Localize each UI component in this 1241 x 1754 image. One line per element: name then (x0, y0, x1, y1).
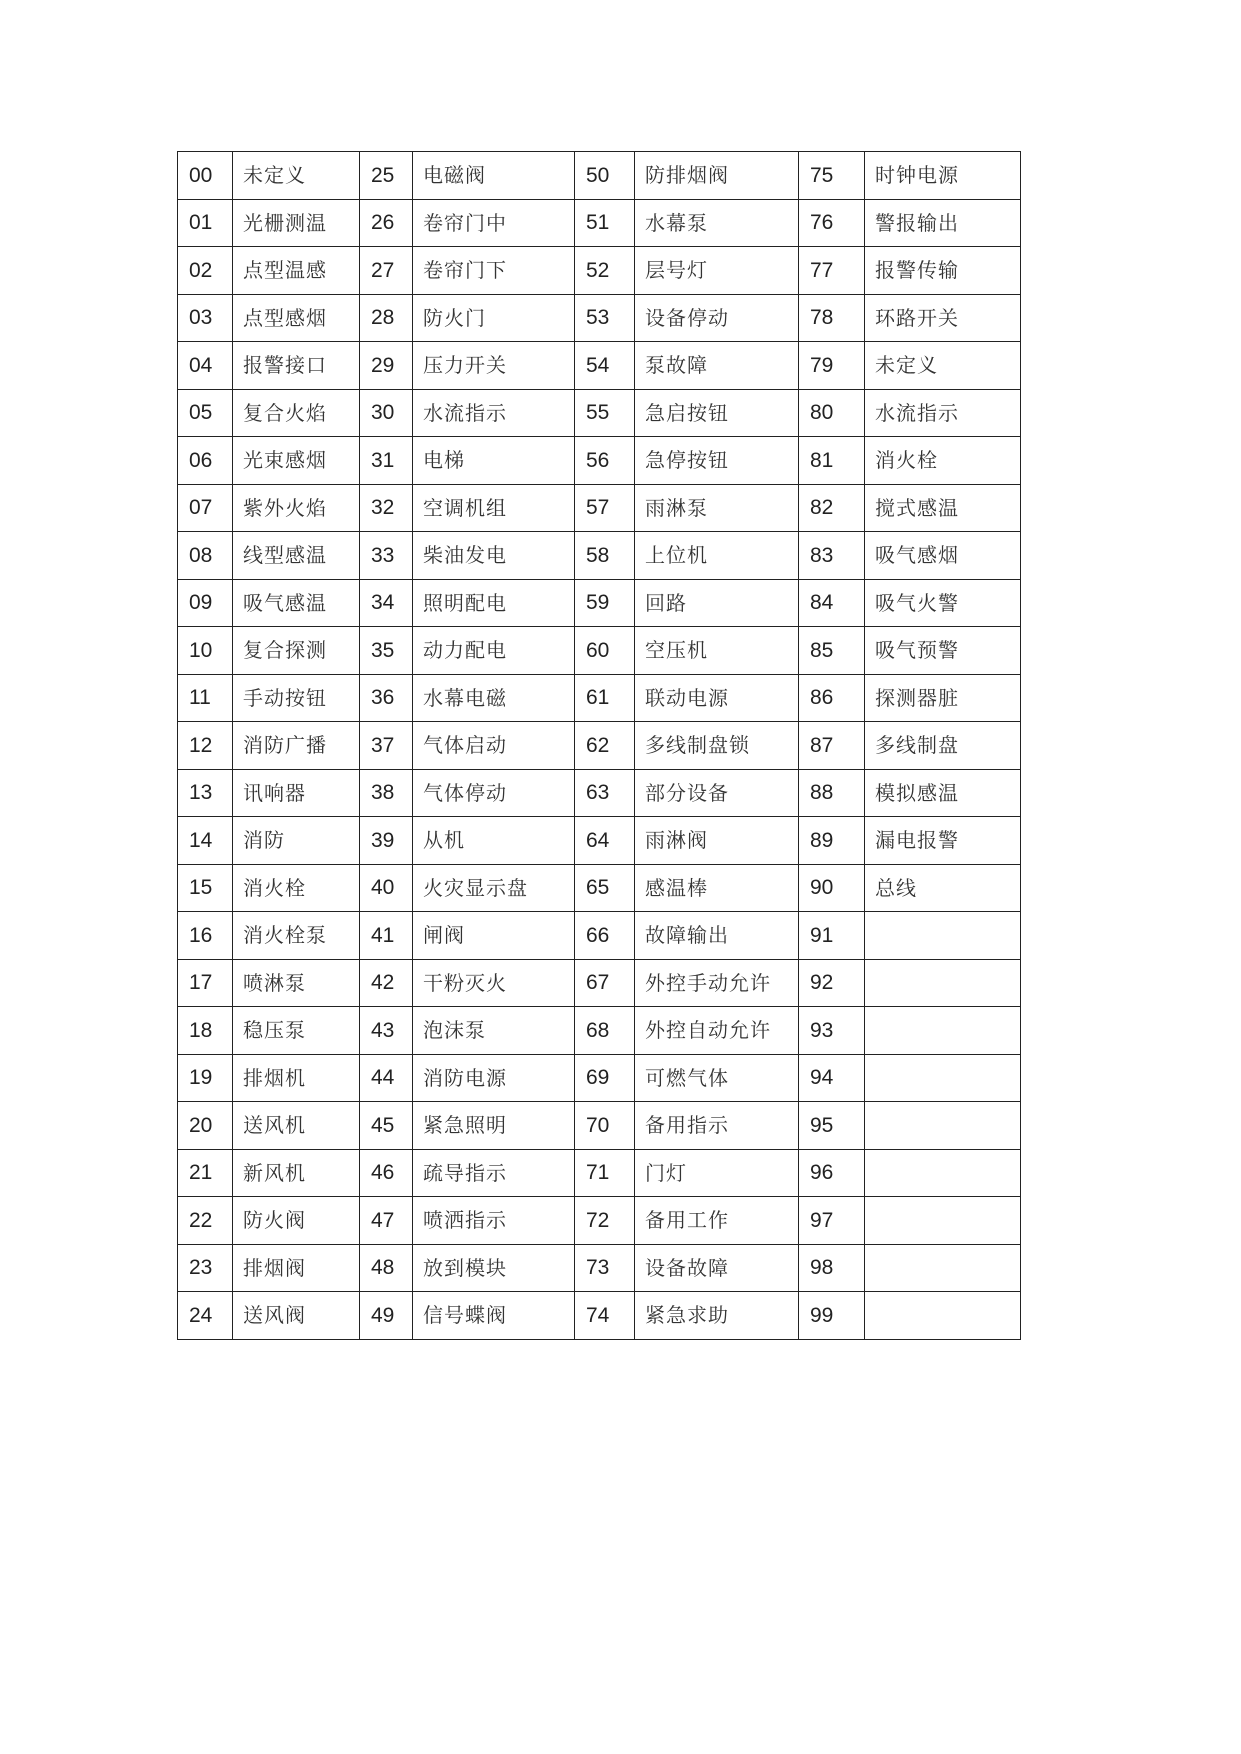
device-name-cell: 门灯 (635, 1149, 799, 1197)
table-row (178, 627, 1021, 675)
device-name-cell: 干粉灭火 (413, 959, 575, 1007)
device-code-cell: 07 (178, 484, 233, 532)
device-name-cell: 疏导指示 (413, 1149, 575, 1197)
device-name-cell: 消防 (233, 817, 360, 865)
device-name-cell: 空压机 (635, 627, 799, 675)
device-code-cell: 13 (178, 769, 233, 817)
device-name-cell: 防排烟阀 (635, 152, 799, 200)
device-name-cell: 光束感烟 (233, 437, 360, 485)
device-code-cell: 89 (799, 817, 865, 865)
device-name-cell: 排烟阀 (233, 1244, 360, 1292)
device-name-cell: 部分设备 (635, 769, 799, 817)
device-name-cell: 雨淋泵 (635, 484, 799, 532)
device-name-cell: 压力开关 (413, 342, 575, 390)
device-code-cell: 04 (178, 342, 233, 390)
device-code-cell: 71 (575, 1149, 635, 1197)
device-code-cell: 30 (360, 389, 413, 437)
table-row (178, 1197, 1021, 1245)
device-name-cell: 吸气预警 (865, 627, 1021, 675)
device-name-cell: 排烟机 (233, 1054, 360, 1102)
device-name-cell: 雨淋阀 (635, 817, 799, 865)
device-name-cell: 从机 (413, 817, 575, 865)
device-name-cell (865, 1102, 1021, 1150)
device-name-cell: 未定义 (233, 152, 360, 200)
device-code-cell: 47 (360, 1197, 413, 1245)
table-row (178, 484, 1021, 532)
device-code-cell: 33 (360, 532, 413, 580)
device-name-cell: 消火栓 (233, 864, 360, 912)
device-name-cell: 防火阀 (233, 1197, 360, 1245)
device-code-cell: 35 (360, 627, 413, 675)
table-row (178, 579, 1021, 627)
table-row (178, 1007, 1021, 1055)
device-code-cell: 99 (799, 1292, 865, 1340)
device-code-cell: 36 (360, 674, 413, 722)
device-name-cell (865, 1054, 1021, 1102)
device-code-cell: 60 (575, 627, 635, 675)
table-row (178, 1102, 1021, 1150)
device-code-cell: 37 (360, 722, 413, 770)
device-name-cell: 喷淋泵 (233, 959, 360, 1007)
device-name-cell: 上位机 (635, 532, 799, 580)
device-name-cell: 吸气感烟 (865, 532, 1021, 580)
device-name-cell: 泵故障 (635, 342, 799, 390)
device-code-cell: 14 (178, 817, 233, 865)
table-row (178, 959, 1021, 1007)
device-code-cell: 45 (360, 1102, 413, 1150)
device-name-cell: 放到模块 (413, 1244, 575, 1292)
table-row (178, 1292, 1021, 1340)
device-code-cell: 95 (799, 1102, 865, 1150)
device-name-cell: 电梯 (413, 437, 575, 485)
device-code-cell: 88 (799, 769, 865, 817)
device-name-cell: 报警传输 (865, 247, 1021, 295)
device-name-cell: 多线制盘锁 (635, 722, 799, 770)
device-name-cell: 火灾显示盘 (413, 864, 575, 912)
device-name-cell: 备用指示 (635, 1102, 799, 1150)
device-name-cell: 闸阀 (413, 912, 575, 960)
device-name-cell: 未定义 (865, 342, 1021, 390)
device-name-cell: 警报输出 (865, 199, 1021, 247)
device-name-cell: 新风机 (233, 1149, 360, 1197)
device-code-cell: 10 (178, 627, 233, 675)
device-code-cell: 68 (575, 1007, 635, 1055)
device-name-cell: 总线 (865, 864, 1021, 912)
device-name-cell (865, 912, 1021, 960)
device-name-cell: 泡沫泵 (413, 1007, 575, 1055)
device-code-cell: 42 (360, 959, 413, 1007)
device-name-cell: 水幕电磁 (413, 674, 575, 722)
device-code-cell: 24 (178, 1292, 233, 1340)
device-code-cell: 50 (575, 152, 635, 200)
device-code-cell: 05 (178, 389, 233, 437)
device-name-cell: 气体启动 (413, 722, 575, 770)
device-name-cell (865, 1292, 1021, 1340)
device-code-cell: 86 (799, 674, 865, 722)
device-name-cell: 紫外火焰 (233, 484, 360, 532)
device-name-cell: 回路 (635, 579, 799, 627)
table-row (178, 864, 1021, 912)
device-code-cell: 82 (799, 484, 865, 532)
device-code-cell: 93 (799, 1007, 865, 1055)
device-code-cell: 31 (360, 437, 413, 485)
device-code-cell: 96 (799, 1149, 865, 1197)
device-code-cell: 80 (799, 389, 865, 437)
device-code-cell: 55 (575, 389, 635, 437)
device-name-cell: 线型感温 (233, 532, 360, 580)
device-name-cell: 感温棒 (635, 864, 799, 912)
device-code-cell: 18 (178, 1007, 233, 1055)
device-name-cell: 时钟电源 (865, 152, 1021, 200)
table-row (178, 1244, 1021, 1292)
device-code-cell: 01 (178, 199, 233, 247)
device-code-cell: 74 (575, 1292, 635, 1340)
device-name-cell: 环路开关 (865, 294, 1021, 342)
device-code-cell: 06 (178, 437, 233, 485)
device-code-cell: 73 (575, 1244, 635, 1292)
device-name-cell: 喷洒指示 (413, 1197, 575, 1245)
device-name-cell: 急启按钮 (635, 389, 799, 437)
device-name-cell: 点型温感 (233, 247, 360, 295)
device-code-cell: 22 (178, 1197, 233, 1245)
device-name-cell: 联动电源 (635, 674, 799, 722)
device-code-cell: 11 (178, 674, 233, 722)
table-row (178, 912, 1021, 960)
device-name-cell: 层号灯 (635, 247, 799, 295)
device-code-cell: 00 (178, 152, 233, 200)
device-name-cell: 电磁阀 (413, 152, 575, 200)
device-code-cell: 44 (360, 1054, 413, 1102)
device-name-cell: 卷帘门下 (413, 247, 575, 295)
device-code-cell: 16 (178, 912, 233, 960)
device-code-cell: 58 (575, 532, 635, 580)
device-code-cell: 53 (575, 294, 635, 342)
device-name-cell (865, 1149, 1021, 1197)
device-code-table-body (178, 152, 1021, 1340)
device-name-cell: 手动按钮 (233, 674, 360, 722)
device-code-cell: 49 (360, 1292, 413, 1340)
device-code-cell: 64 (575, 817, 635, 865)
device-code-cell: 34 (360, 579, 413, 627)
table-row (178, 674, 1021, 722)
device-name-cell: 紧急求助 (635, 1292, 799, 1340)
device-name-cell: 报警接口 (233, 342, 360, 390)
device-code-cell: 52 (575, 247, 635, 295)
device-code-cell: 57 (575, 484, 635, 532)
device-name-cell: 可燃气体 (635, 1054, 799, 1102)
table-row (178, 389, 1021, 437)
device-code-cell: 41 (360, 912, 413, 960)
device-name-cell: 设备停动 (635, 294, 799, 342)
device-code-cell: 61 (575, 674, 635, 722)
device-code-cell: 17 (178, 959, 233, 1007)
device-code-cell: 38 (360, 769, 413, 817)
device-code-cell: 65 (575, 864, 635, 912)
device-code-cell: 19 (178, 1054, 233, 1102)
device-name-cell: 搅式感温 (865, 484, 1021, 532)
device-code-cell: 46 (360, 1149, 413, 1197)
device-name-cell: 复合探测 (233, 627, 360, 675)
device-code-cell: 77 (799, 247, 865, 295)
device-name-cell: 照明配电 (413, 579, 575, 627)
device-name-cell: 消防电源 (413, 1054, 575, 1102)
device-name-cell: 急停按钮 (635, 437, 799, 485)
table-row (178, 152, 1021, 200)
device-name-cell: 送风机 (233, 1102, 360, 1150)
device-code-cell: 21 (178, 1149, 233, 1197)
device-code-cell: 69 (575, 1054, 635, 1102)
device-code-cell: 91 (799, 912, 865, 960)
device-name-cell (865, 1244, 1021, 1292)
device-name-cell: 防火门 (413, 294, 575, 342)
device-code-cell: 79 (799, 342, 865, 390)
device-code-cell: 87 (799, 722, 865, 770)
device-code-cell: 43 (360, 1007, 413, 1055)
device-name-cell: 多线制盘 (865, 722, 1021, 770)
device-code-cell: 25 (360, 152, 413, 200)
table-row (178, 1054, 1021, 1102)
device-code-cell: 26 (360, 199, 413, 247)
device-code-cell: 81 (799, 437, 865, 485)
device-name-cell: 消防广播 (233, 722, 360, 770)
device-code-cell: 92 (799, 959, 865, 1007)
device-code-cell: 32 (360, 484, 413, 532)
device-code-cell: 62 (575, 722, 635, 770)
device-name-cell: 模拟感温 (865, 769, 1021, 817)
device-code-cell: 76 (799, 199, 865, 247)
device-name-cell: 光栅测温 (233, 199, 360, 247)
device-code-cell: 83 (799, 532, 865, 580)
table-row (178, 437, 1021, 485)
device-code-cell: 09 (178, 579, 233, 627)
device-code-cell: 75 (799, 152, 865, 200)
device-name-cell: 备用工作 (635, 1197, 799, 1245)
device-name-cell: 气体停动 (413, 769, 575, 817)
device-code-cell: 12 (178, 722, 233, 770)
device-name-cell: 复合火焰 (233, 389, 360, 437)
table-row (178, 722, 1021, 770)
device-code-cell: 56 (575, 437, 635, 485)
device-code-cell: 94 (799, 1054, 865, 1102)
device-name-cell: 柴油发电 (413, 532, 575, 580)
device-name-cell: 讯响器 (233, 769, 360, 817)
device-code-cell: 84 (799, 579, 865, 627)
device-name-cell: 稳压泵 (233, 1007, 360, 1055)
device-name-cell: 信号蝶阀 (413, 1292, 575, 1340)
device-code-table (177, 151, 1021, 1340)
device-code-cell: 54 (575, 342, 635, 390)
device-code-cell: 78 (799, 294, 865, 342)
device-name-cell: 紧急照明 (413, 1102, 575, 1150)
device-code-cell: 90 (799, 864, 865, 912)
device-name-cell: 送风阀 (233, 1292, 360, 1340)
device-code-cell: 40 (360, 864, 413, 912)
device-name-cell: 水幕泵 (635, 199, 799, 247)
device-code-cell: 97 (799, 1197, 865, 1245)
device-name-cell: 故障输出 (635, 912, 799, 960)
device-code-cell: 39 (360, 817, 413, 865)
device-code-cell: 20 (178, 1102, 233, 1150)
device-code-cell: 08 (178, 532, 233, 580)
device-name-cell: 漏电报警 (865, 817, 1021, 865)
table-row (178, 1149, 1021, 1197)
device-code-cell: 23 (178, 1244, 233, 1292)
device-code-cell: 63 (575, 769, 635, 817)
device-code-cell: 29 (360, 342, 413, 390)
device-code-cell: 72 (575, 1197, 635, 1245)
device-name-cell: 点型感烟 (233, 294, 360, 342)
device-name-cell: 动力配电 (413, 627, 575, 675)
table-row (178, 532, 1021, 580)
device-name-cell: 探测器脏 (865, 674, 1021, 722)
table-row (178, 247, 1021, 295)
device-code-cell: 27 (360, 247, 413, 295)
device-code-cell: 48 (360, 1244, 413, 1292)
device-name-cell: 消火栓泵 (233, 912, 360, 960)
device-code-cell: 59 (575, 579, 635, 627)
table-row (178, 817, 1021, 865)
table-row (178, 769, 1021, 817)
table-row (178, 199, 1021, 247)
device-code-cell: 15 (178, 864, 233, 912)
device-code-cell: 98 (799, 1244, 865, 1292)
device-name-cell: 消火栓 (865, 437, 1021, 485)
device-code-cell: 03 (178, 294, 233, 342)
device-name-cell: 卷帘门中 (413, 199, 575, 247)
device-code-cell: 02 (178, 247, 233, 295)
device-code-cell: 51 (575, 199, 635, 247)
device-name-cell: 水流指示 (865, 389, 1021, 437)
device-code-cell: 66 (575, 912, 635, 960)
device-code-cell: 85 (799, 627, 865, 675)
device-name-cell: 吸气火警 (865, 579, 1021, 627)
device-code-cell: 70 (575, 1102, 635, 1150)
device-name-cell (865, 959, 1021, 1007)
device-name-cell: 空调机组 (413, 484, 575, 532)
device-name-cell: 设备故障 (635, 1244, 799, 1292)
device-name-cell: 水流指示 (413, 389, 575, 437)
device-name-cell (865, 1007, 1021, 1055)
device-name-cell: 外控手动允许 (635, 959, 799, 1007)
device-name-cell: 吸气感温 (233, 579, 360, 627)
table-row (178, 342, 1021, 390)
table-row (178, 294, 1021, 342)
device-code-cell: 28 (360, 294, 413, 342)
device-name-cell: 外控自动允许 (635, 1007, 799, 1055)
device-name-cell (865, 1197, 1021, 1245)
device-code-cell: 67 (575, 959, 635, 1007)
